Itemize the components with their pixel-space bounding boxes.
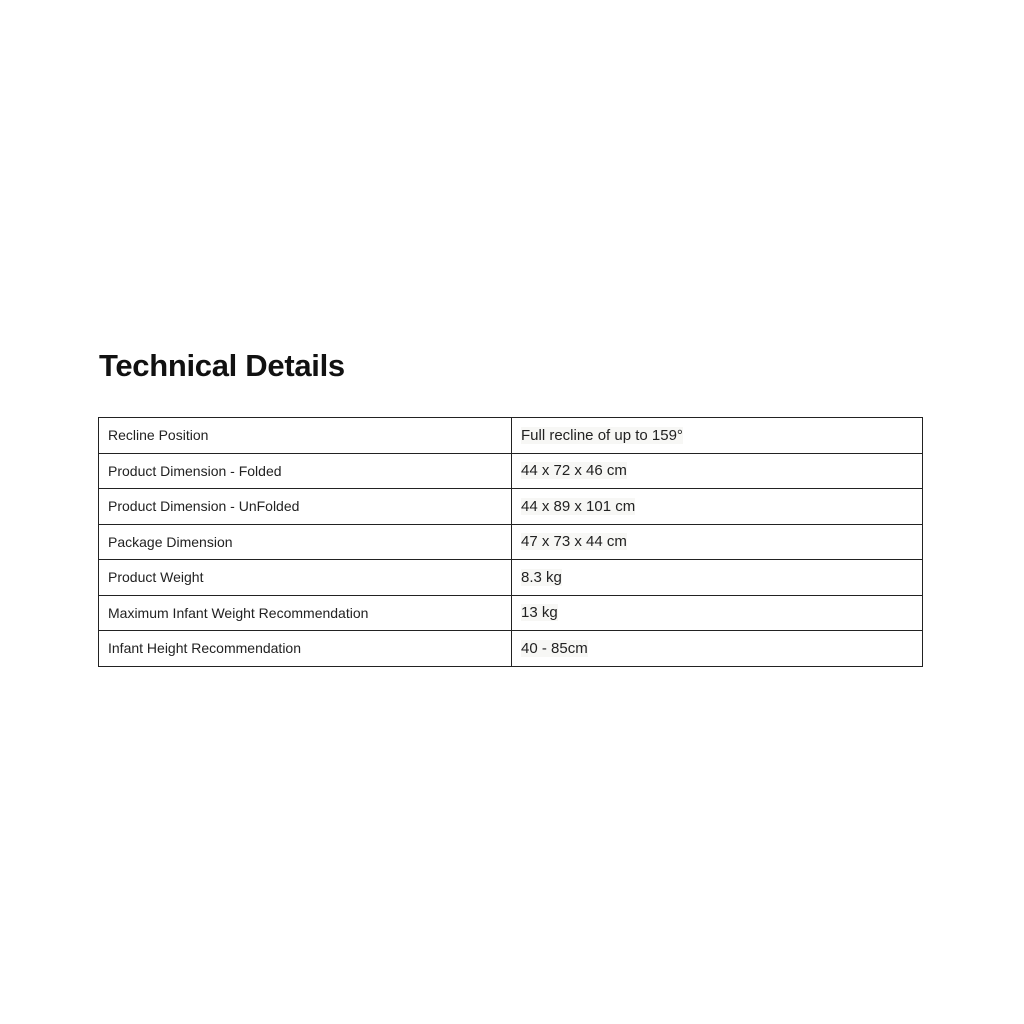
spec-label: Package Dimension: [99, 524, 512, 560]
spec-label: Product Dimension - Folded: [99, 453, 512, 489]
spec-value-text: 8.3 kg: [521, 568, 562, 586]
spec-value: [512, 489, 923, 525]
table-row: [99, 489, 923, 525]
spec-value-text: 44 x 72 x 46 cm: [521, 462, 627, 480]
spec-label: Maximum Infant Weight Recommendation: [99, 595, 512, 631]
spec-value-text: 44 x 89 x 101 cm: [521, 497, 636, 515]
spec-value-text: 13 kg: [521, 604, 558, 622]
section-title: Technical Details: [99, 348, 345, 383]
spec-label: Recline Position: [99, 418, 512, 454]
spec-value: [512, 453, 923, 489]
spec-value: [512, 631, 923, 667]
spec-value: [512, 524, 923, 560]
technical-details-table: [98, 417, 923, 667]
table-row: [99, 631, 923, 667]
table-row: [99, 418, 923, 454]
table-row: [99, 524, 923, 560]
spec-value-text: 47 x 73 x 44 cm: [521, 533, 627, 551]
table-row: [99, 595, 923, 631]
spec-label: Product Dimension - UnFolded: [99, 489, 512, 525]
table-row: [99, 560, 923, 596]
spec-value-text: Full recline of up to 159°: [521, 426, 683, 444]
spec-value: [512, 595, 923, 631]
spec-value-text: 40 - 85cm: [521, 639, 588, 657]
spec-label: Infant Height Recommendation: [99, 631, 512, 667]
table-row: [99, 453, 923, 489]
spec-value: [512, 418, 923, 454]
spec-value: [512, 560, 923, 596]
spec-label: Product Weight: [99, 560, 512, 596]
